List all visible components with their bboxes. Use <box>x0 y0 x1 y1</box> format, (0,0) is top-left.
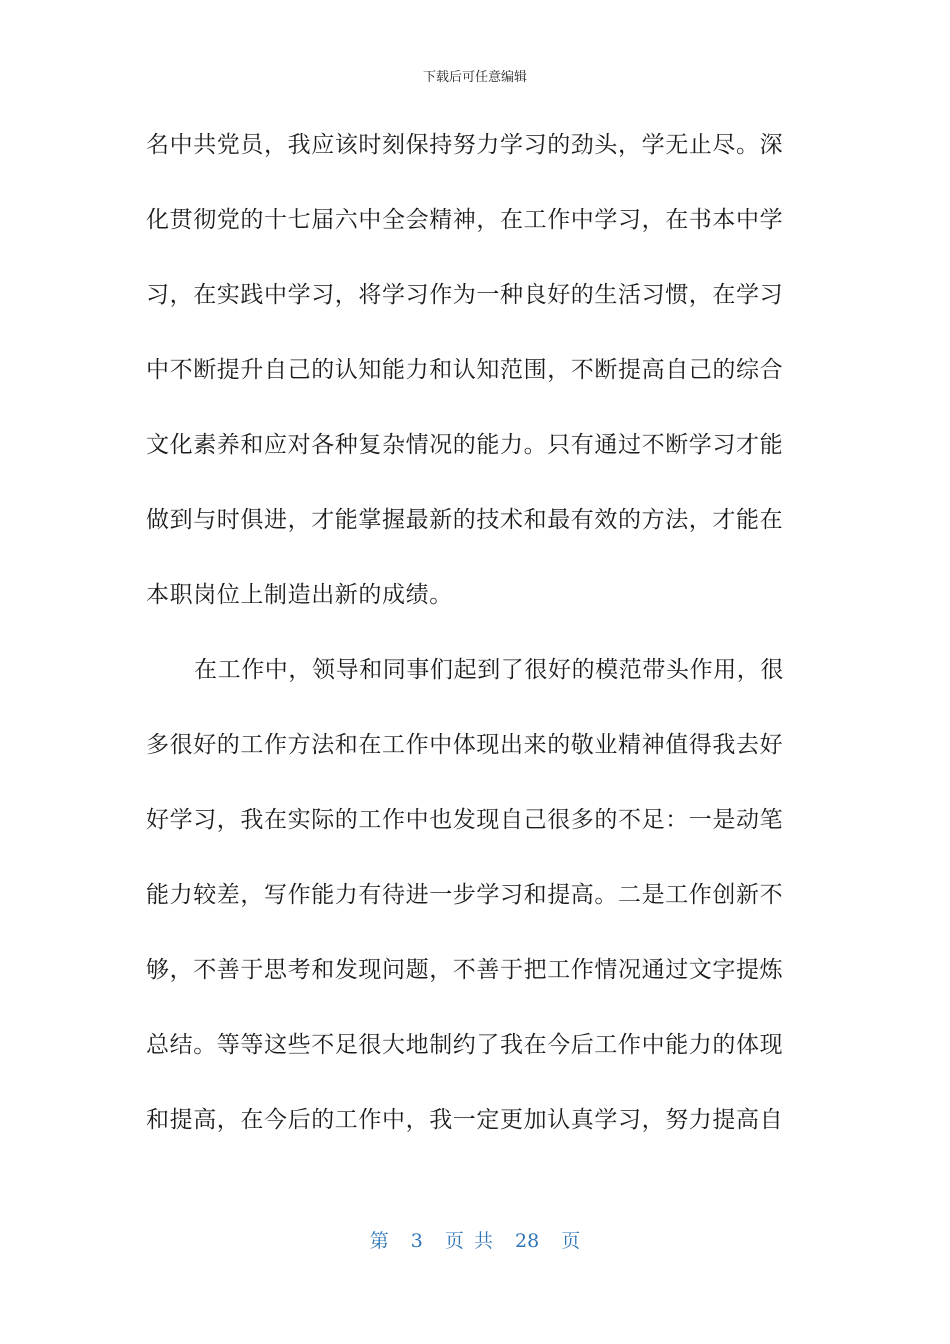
text-line: 在工作中，领导和同事们起到了很好的模范带头作用，很 <box>194 657 784 683</box>
text-line: 好学习，我在实际的工作中也发现自己很多的不足：一是动笔 <box>146 807 784 833</box>
footer-total-pages: 28 <box>515 1230 540 1252</box>
text-line: 中不断提升自己的认知能力和认知范围，不断提高自己的综合 <box>146 357 784 383</box>
footer-suffix: 页 <box>561 1230 581 1252</box>
text-line: 多很好的工作方法和在工作中体现出来的敬业精神值得我去好 <box>146 732 784 758</box>
page-number-footer <box>0 1226 950 1253</box>
text-line: 名中共党员，我应该时刻保持努力学习的劲头，学无止尽。深 <box>146 132 784 158</box>
text-line: 本职岗位上制造出新的成绩。 <box>146 582 453 608</box>
text-line: 和提高，在今后的工作中，我一定更加认真学习，努力提高自 <box>146 1107 784 1133</box>
footer-prefix: 第 <box>369 1230 389 1252</box>
text-line: 化贯彻党的十七届六中全会精神，在工作中学习，在书本中学 <box>146 207 784 233</box>
text-line: 习，在实践中学习，将学习作为一种良好的生活习惯，在学习 <box>146 282 784 308</box>
text-line: 够，不善于思考和发现问题，不善于把工作情况通过文字提炼 <box>146 957 784 983</box>
page-header: 下载后可任意编辑 <box>422 70 527 85</box>
paragraph <box>146 126 792 651</box>
footer-mid: 页 共 <box>444 1230 493 1252</box>
text-line: 做到与时俱进，才能掌握最新的技术和最有效的方法，才能在 <box>146 507 784 533</box>
footer-current-page: 3 <box>410 1230 423 1252</box>
document-body <box>146 126 792 1176</box>
text-line: 能力较差，写作能力有待进一步学习和提高。二是工作创新不 <box>146 882 784 908</box>
text-line: 文化素养和应对各种复杂情况的能力。只有通过不断学习才能 <box>146 432 784 458</box>
paragraph <box>146 651 792 1176</box>
text-line: 总结。等等这些不足很大地制约了我在今后工作中能力的体现 <box>146 1032 784 1058</box>
